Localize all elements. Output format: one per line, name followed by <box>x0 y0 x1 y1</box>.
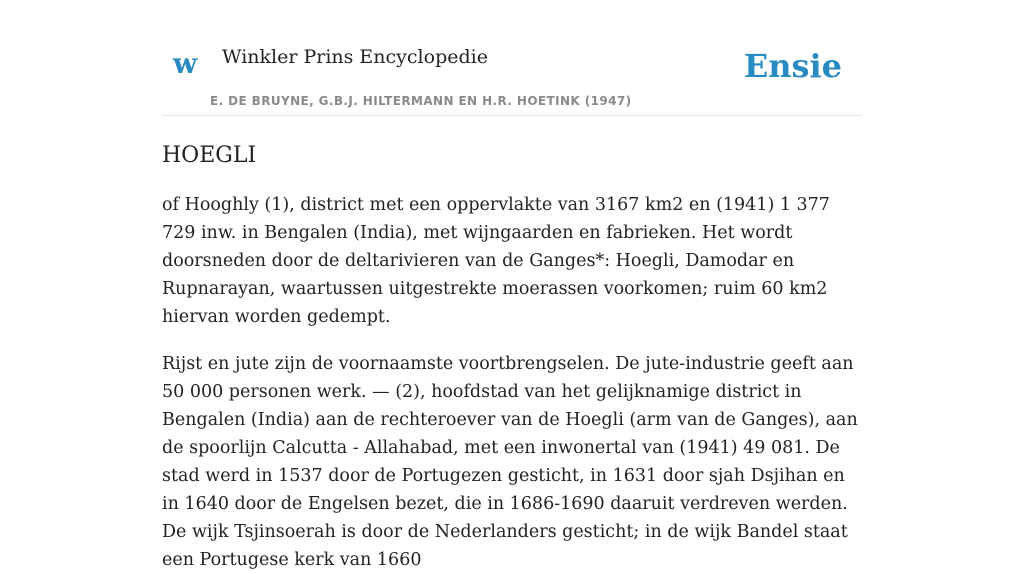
entry-paragraph: Rijst en jute zijn de voornaamste voortbrengselen. De jute-industrie geeft aan 50 000 personen werk. — (2), hoofdstad van het gelijknamige district in Bengalen (India) aan de rechteroever van de Hoegli (arm van de Ganges), aan de spoorlijn Calcutta - Allahabad, met een inwonertal van (1941) 49 081. De stad werd in 1537 door de Portugezen gesticht, in 1631 door sjah Dsjihan en in 1640 door de Engelsen bezet, die in 1686-1690 daaruit verdreven werden. De wijk Tsjinsoerah is door de Nederlanders gesticht; in de wijk Bandel staat een Portugese kerk van 1660 <box>162 354 858 571</box>
article-container <box>162 0 862 574</box>
winkler-prins-logo[interactable]: w <box>173 47 198 80</box>
entry-paragraph: of Hooghly (1), district met een oppervlakte van 3167 km2 en (1941) 1 377 729 inw. in Bengalen (India), met wijngaarden en fabrieken. Het wordt doorsneden door de deltarivieren van de Ganges*: Hoegli, Damodar en Rupnarayan, waartussen uitgestrekte moerassen voorkomen; ruim 60 km2 hiervan worden gedempt. <box>162 195 830 328</box>
source-title-link[interactable]: Winkler Prins Encyclopedie <box>222 46 488 68</box>
entry-body <box>162 191 862 574</box>
page-header <box>162 0 862 116</box>
ensie-brand-logo[interactable]: Ensie <box>743 47 842 85</box>
entry-title: HOEGLI <box>162 143 257 168</box>
source-authors: E. DE BRUYNE, G.B.J. HILTERMANN EN H.R. HOETINK (1947) <box>210 94 632 108</box>
